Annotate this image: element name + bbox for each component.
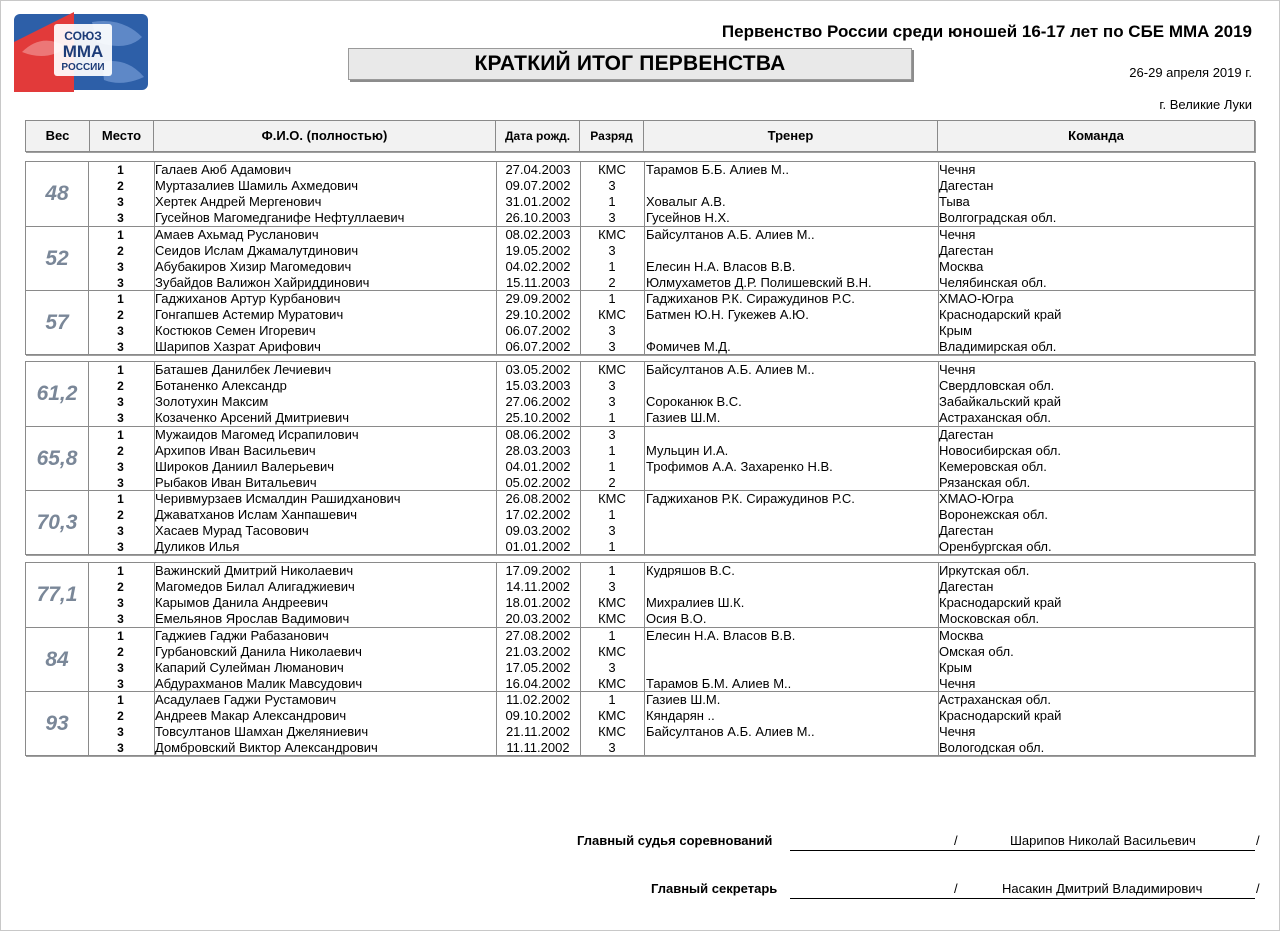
cell-dob: 26.08.2002 [505, 491, 571, 506]
cell-dob: 17.05.2002 [505, 660, 571, 675]
cell-team: ХМАО-Югра [939, 491, 1014, 506]
cell-team: Крым [939, 323, 973, 338]
cell-place: 2 [117, 308, 124, 322]
cell-rank: 1 [608, 410, 616, 425]
table-row [26, 323, 1254, 339]
cell-place: 3 [117, 195, 124, 209]
weight-block [25, 161, 1255, 355]
table-row [26, 740, 1254, 756]
chief-secretary-slash-end: / [1256, 881, 1260, 896]
weight-category [26, 362, 1254, 426]
cell-rank: 3 [608, 579, 616, 594]
cell-team: Москва [939, 628, 984, 643]
cell-name: Товсултанов Шамхан Джеляниевич [155, 724, 369, 739]
competition-city: г. Великие Луки [1159, 97, 1252, 112]
cell-dob: 16.04.2002 [505, 676, 571, 691]
cell-place: 2 [117, 709, 124, 723]
col-place: Место [90, 121, 154, 151]
cell-name: Асадулаев Гаджи Рустамович [155, 692, 337, 707]
cell-dob: 25.10.2002 [505, 410, 571, 425]
cell-rank: 1 [608, 563, 616, 578]
cell-name: Золотухин Максим [155, 394, 269, 409]
table-row [26, 410, 1254, 426]
table-row [26, 579, 1254, 595]
cell-dob: 11.11.2002 [506, 740, 570, 755]
cell-rank: КМС [598, 676, 626, 691]
table-row [26, 628, 1254, 644]
cell-coach: Фомичев М.Д. [646, 339, 731, 354]
cell-team: Краснодарский край [939, 595, 1062, 610]
cell-place: 1 [117, 363, 124, 377]
weight-label: 70,3 [36, 510, 78, 534]
table-row [26, 523, 1254, 539]
col-rank: Разряд [580, 121, 644, 151]
cell-dob: 29.09.2002 [505, 291, 571, 306]
cell-name: Рыбаков Иван Витальевич [155, 475, 317, 490]
table-row [26, 507, 1254, 523]
cell-dob: 29.10.2002 [505, 307, 571, 322]
svg-text:ММА: ММА [62, 42, 104, 61]
cell-team: Забайкальский край [939, 394, 1062, 409]
cell-name: Гурбановский Данила Николаевич [155, 644, 362, 659]
cell-dob: 04.02.2002 [505, 259, 571, 274]
cell-place: 1 [117, 428, 124, 442]
cell-rank: КМС [598, 708, 626, 723]
cell-place: 3 [117, 612, 124, 626]
cell-name: Мужаидов Магомед Исрапилович [155, 427, 359, 442]
cell-dob: 19.05.2002 [505, 243, 571, 258]
table-row [26, 676, 1254, 692]
table-row [26, 227, 1254, 243]
cell-rank: КМС [598, 611, 626, 626]
cell-place: 1 [117, 292, 124, 306]
cell-name: Емельянов Ярослав Вадимович [155, 611, 350, 626]
table-row [26, 178, 1254, 194]
weight-label: 57 [45, 310, 69, 334]
cell-name: Абдурахманов Малик Мавсудович [155, 676, 363, 691]
cell-team: Крым [939, 660, 973, 675]
cell-rank: 1 [608, 628, 616, 643]
cell-team: Дагестан [939, 243, 994, 258]
cell-coach: Елесин Н.А. Власов В.В. [646, 259, 796, 274]
weight-label: 52 [45, 246, 69, 270]
cell-team: Оренбургская обл. [939, 539, 1052, 554]
chief-secretary-slash: / [954, 881, 958, 896]
cell-coach: Гаджиханов Р.К. Сиражудинов Р.С. [646, 491, 855, 506]
cell-team: Омская обл. [939, 644, 1014, 659]
cell-team: Астраханская обл. [939, 692, 1051, 707]
weight-label: 77,1 [36, 583, 78, 606]
cell-team: Московская обл. [939, 611, 1040, 626]
weight-category [26, 627, 1254, 691]
cell-team: Кемеровская обл. [939, 459, 1047, 474]
cell-dob: 27.04.2003 [505, 162, 571, 177]
cell-name: Магомедов Билал Алигаджиевич [155, 579, 355, 594]
cell-rank: 1 [608, 459, 616, 474]
table-row [26, 491, 1254, 507]
cell-rank: 2 [608, 275, 616, 290]
cell-rank: 3 [608, 339, 616, 354]
cell-team: Дагестан [939, 178, 994, 193]
cell-rank: КМС [598, 595, 626, 610]
chief-judge-name: Шарипов Николай Васильевич [1010, 833, 1196, 848]
cell-team: Волгоградская обл. [939, 210, 1057, 225]
table-row [26, 539, 1254, 555]
cell-dob: 14.11.2002 [505, 579, 571, 594]
cell-dob: 31.01.2002 [505, 194, 571, 209]
weight-label: 93 [45, 711, 69, 735]
cell-place: 2 [117, 379, 124, 393]
cell-dob: 27.08.2002 [505, 628, 571, 643]
cell-coach: Елесин Н.А. Власов В.В. [646, 628, 796, 643]
weight-category [26, 490, 1254, 554]
cell-team: Рязанская обл. [939, 475, 1031, 490]
cell-place: 3 [117, 324, 124, 338]
cell-name: Козаченко Арсений Дмитриевич [155, 410, 349, 425]
cell-place: 2 [117, 645, 124, 659]
cell-dob: 26.10.2003 [505, 210, 571, 225]
cell-rank: 1 [608, 443, 616, 458]
weight-category [26, 162, 1254, 226]
cell-rank: 3 [608, 378, 616, 393]
cell-dob: 03.05.2002 [505, 362, 571, 377]
cell-place: 1 [117, 492, 124, 506]
cell-team: Тыва [939, 194, 970, 209]
cell-place: 3 [117, 540, 124, 554]
cell-place: 3 [117, 411, 124, 425]
cell-rank: КМС [598, 491, 626, 506]
cell-name: Абубакиров Хизир Магомедович [155, 259, 352, 274]
cell-name: Капарий Сулейман Люманович [155, 660, 344, 675]
col-weight: Вес [26, 121, 90, 151]
cell-team: Краснодарский край [939, 708, 1062, 723]
table-row [26, 724, 1254, 740]
cell-dob: 21.11.2002 [505, 724, 571, 739]
cell-name: Архипов Иван Васильевич [155, 443, 316, 458]
cell-place: 2 [117, 508, 124, 522]
cell-rank: 1 [608, 539, 616, 554]
cell-name: Карымов Данила Андреевич [155, 595, 329, 610]
cell-name: Дуликов Илья [155, 539, 240, 554]
cell-name: Гонгапшев Астемир Муратович [155, 307, 344, 322]
table-row [26, 307, 1254, 323]
cell-name: Джаватханов Ислам Ханпашевич [155, 507, 358, 522]
chief-secretary-label: Главный секретарь [651, 881, 778, 896]
cell-name: Андреев Макар Александрович [155, 708, 347, 723]
cell-rank: КМС [598, 162, 626, 177]
cell-dob: 09.07.2002 [505, 178, 571, 193]
cell-coach: Мульцин И.А. [646, 443, 729, 458]
weight-block [25, 562, 1255, 756]
weight-label: 84 [45, 647, 69, 671]
cell-coach: Батмен Ю.Н. Гукежев А.Ю. [646, 307, 809, 322]
cell-coach: Михралиев Ш.К. [646, 595, 745, 610]
table-row [26, 427, 1254, 443]
cell-rank: 1 [608, 259, 616, 274]
cell-coach: Сороканюк В.С. [646, 394, 742, 409]
table-row [26, 339, 1254, 355]
cell-rank: КМС [598, 227, 626, 242]
cell-rank: 3 [608, 660, 616, 675]
cell-rank: 1 [608, 507, 616, 522]
cell-name: Хасаев Мурад Тасовович [155, 523, 309, 538]
cell-coach: Тарамов Б.Б. Алиев М.. [646, 162, 789, 177]
table-row [26, 243, 1254, 259]
cell-place: 3 [117, 476, 124, 490]
competition-title: Первенство России среди юношей 16-17 лет по СБЕ ММА 2019 [721, 22, 1252, 41]
col-dob: Дата рожд. [496, 121, 580, 151]
cell-team: Вологодская обл. [939, 740, 1045, 755]
cell-dob: 08.06.2002 [505, 427, 571, 442]
cell-place: 2 [117, 179, 124, 193]
cell-name: Муртазалиев Шамиль Ахмедович [155, 178, 359, 193]
cell-team: Свердловская обл. [939, 378, 1055, 393]
cell-name: Гаджиханов Артур Курбанович [155, 291, 341, 306]
weight-category [26, 563, 1254, 627]
cell-rank: 3 [608, 427, 616, 442]
cell-rank: 2 [608, 475, 616, 490]
cell-team: Новосибирская обл. [939, 443, 1061, 458]
weight-label: 61,2 [36, 382, 78, 405]
cell-place: 3 [117, 260, 124, 274]
cell-place: 2 [117, 244, 124, 258]
cell-place: 3 [117, 340, 124, 354]
cell-dob: 06.07.2002 [505, 323, 571, 338]
cell-place: 2 [117, 580, 124, 594]
cell-coach: Ховалыг А.В. [646, 194, 726, 209]
chief-judge-signature-line [790, 850, 1255, 851]
cell-dob: 04.01.2002 [505, 459, 571, 474]
cell-name: Хертек Андрей Мергенович [155, 194, 322, 209]
cell-team: Дагестан [939, 579, 994, 594]
cell-team: Чечня [939, 227, 976, 242]
cell-coach: Осия В.О. [646, 611, 707, 626]
cell-rank: 3 [608, 178, 616, 193]
cell-name: Важинский Дмитрий Николаевич [155, 563, 354, 578]
cell-coach: Гаджиханов Р.К. Сиражудинов Р.С. [646, 291, 855, 306]
cell-rank: 1 [608, 291, 616, 306]
table-row [26, 660, 1254, 676]
cell-name: Черивмурзаев Исмалдин Рашидханович [155, 491, 401, 506]
cell-place: 1 [117, 564, 124, 578]
cell-coach: Байсултанов А.Б. Алиев М.. [646, 362, 815, 377]
cell-place: 3 [117, 460, 124, 474]
table-row [26, 394, 1254, 410]
cell-dob: 18.01.2002 [505, 595, 571, 610]
weight-block [25, 361, 1255, 555]
cell-name: Гусейнов Магомедганифе Нефтуллаевич [155, 210, 405, 225]
cell-rank: 3 [608, 323, 616, 338]
chief-judge-slash-end: / [1256, 833, 1260, 848]
table-row [26, 362, 1254, 378]
competition-dates: 26-29 апреля 2019 г. [1129, 65, 1252, 80]
cell-name: Костюков Семен Игоревич [155, 323, 316, 338]
cell-team: Челябинская обл. [939, 275, 1047, 290]
table-row [26, 595, 1254, 611]
cell-dob: 09.03.2002 [505, 523, 571, 538]
cell-dob: 15.03.2003 [505, 378, 571, 393]
cell-team: Иркутская обл. [939, 563, 1030, 578]
cell-place: 1 [117, 629, 124, 643]
mma-union-logo [12, 12, 152, 92]
cell-name: Галаев Аюб Адамович [155, 162, 292, 177]
cell-dob: 01.01.2002 [505, 539, 571, 554]
cell-coach: Газиев Ш.М. [646, 410, 721, 425]
table-row [26, 611, 1254, 627]
cell-rank: 1 [608, 692, 616, 707]
table-row [26, 644, 1254, 660]
cell-rank: КМС [598, 307, 626, 322]
cell-name: Баташев Данилбек Лечиевич [155, 362, 332, 377]
cell-place: 1 [117, 693, 124, 707]
cell-name: Широков Даниил Валерьевич [155, 459, 335, 474]
cell-dob: 21.03.2002 [505, 644, 571, 659]
cell-team: Воронежская обл. [939, 507, 1048, 522]
cell-name: Ботаненко Александр [155, 378, 287, 393]
svg-text:СОЮЗ: СОЮЗ [64, 29, 102, 43]
col-name: Ф.И.О. (полностью) [154, 121, 496, 151]
table-row [26, 708, 1254, 724]
cell-coach: Юлмухаметов Д.Р. Полишевский В.Н. [646, 275, 872, 290]
cell-coach: Кудряшов В.С. [646, 563, 735, 578]
cell-name: Домбровский Виктор Александрович [155, 740, 378, 755]
cell-dob: 17.09.2002 [505, 563, 571, 578]
cell-place: 1 [117, 163, 124, 177]
cell-place: 3 [117, 524, 124, 538]
chief-judge-slash: / [954, 833, 958, 848]
cell-dob: 06.07.2002 [505, 339, 571, 354]
cell-coach: Байсултанов А.Б. Алиев М.. [646, 724, 815, 739]
cell-team: Дагестан [939, 427, 994, 442]
cell-place: 3 [117, 596, 124, 610]
table-row [26, 291, 1254, 307]
cell-coach: Тарамов Б.М. Алиев М.. [646, 676, 792, 691]
weight-category [26, 226, 1254, 290]
cell-team: ХМАО-Югра [939, 291, 1014, 306]
cell-team: Чечня [939, 724, 976, 739]
cell-dob: 27.06.2002 [505, 394, 571, 409]
cell-team: Владимирская обл. [939, 339, 1057, 354]
col-team: Команда [1068, 128, 1124, 143]
cell-dob: 15.11.2003 [505, 275, 571, 290]
cell-coach: Кяндарян .. [646, 708, 715, 723]
chief-judge-label: Главный судья соревнований [577, 833, 773, 848]
cell-name: Сеидов Ислам Джамалутдинович [155, 243, 359, 258]
table-row [26, 443, 1254, 459]
summary-banner: КРАТКИЙ ИТОГ ПЕРВЕНСТВА [348, 48, 912, 80]
cell-place: 3 [117, 677, 124, 691]
cell-coach: Газиев Ш.М. [646, 692, 721, 707]
weight-label: 65,8 [36, 446, 78, 470]
weight-label: 48 [45, 182, 69, 205]
table-row [26, 692, 1254, 708]
table-row [26, 563, 1254, 579]
cell-rank: 3 [608, 740, 616, 755]
table-row [26, 162, 1254, 178]
cell-name: Зубайдов Валижон Хайриддинович [155, 275, 370, 290]
cell-rank: 3 [608, 394, 616, 409]
column-header-row [25, 120, 1255, 152]
table-row [26, 210, 1254, 226]
table-row [26, 275, 1254, 291]
weight-category [26, 426, 1254, 490]
cell-team: Чечня [939, 676, 976, 691]
cell-name: Гаджиев Гаджи Рабазанович [155, 628, 329, 643]
cell-place: 3 [117, 725, 124, 739]
cell-team: Дагестан [939, 523, 994, 538]
cell-team: Астраханская обл. [939, 410, 1051, 425]
cell-place: 3 [117, 395, 124, 409]
weight-category [26, 290, 1254, 354]
cell-coach: Гусейнов Н.Х. [646, 210, 730, 225]
cell-name: Шарипов Хазрат Арифович [155, 339, 321, 354]
cell-place: 3 [117, 211, 124, 225]
cell-dob: 05.02.2002 [505, 475, 571, 490]
cell-dob: 09.10.2002 [505, 708, 571, 723]
col-coach: Тренер [644, 121, 938, 151]
cell-rank: КМС [598, 644, 626, 659]
table-row [26, 475, 1254, 491]
cell-name: Амаев Ахьмад Русланович [155, 227, 319, 242]
cell-dob: 20.03.2002 [505, 611, 571, 626]
cell-team: Чечня [939, 362, 976, 377]
cell-rank: 3 [608, 523, 616, 538]
cell-rank: КМС [598, 362, 626, 377]
cell-dob: 11.02.2002 [505, 692, 571, 707]
table-row [26, 194, 1254, 210]
weight-category [26, 691, 1254, 755]
cell-dob: 28.03.2003 [505, 443, 571, 458]
cell-rank: 3 [608, 243, 616, 258]
cell-team: Москва [939, 259, 984, 274]
cell-rank: КМС [598, 724, 626, 739]
table-row [26, 459, 1254, 475]
cell-dob: 17.02.2002 [505, 507, 571, 522]
chief-secretary-name: Насакин Дмитрий Владимирович [1002, 881, 1203, 896]
cell-rank: 1 [608, 194, 616, 209]
cell-place: 2 [117, 444, 124, 458]
cell-dob: 08.02.2003 [505, 227, 571, 242]
cell-coach: Трофимов А.А. Захаренко Н.В. [646, 459, 833, 474]
cell-rank: 3 [608, 210, 616, 225]
cell-place: 3 [117, 741, 124, 755]
cell-place: 3 [117, 276, 124, 290]
cell-place: 3 [117, 661, 124, 675]
table-row [26, 378, 1254, 394]
cell-place: 1 [117, 228, 124, 242]
svg-text:РОССИИ: РОССИИ [61, 62, 105, 73]
cell-team: Краснодарский край [939, 307, 1062, 322]
table-row [26, 259, 1254, 275]
cell-team: Чечня [939, 162, 976, 177]
chief-secretary-signature-line [790, 898, 1255, 899]
cell-coach: Байсултанов А.Б. Алиев М.. [646, 227, 815, 242]
